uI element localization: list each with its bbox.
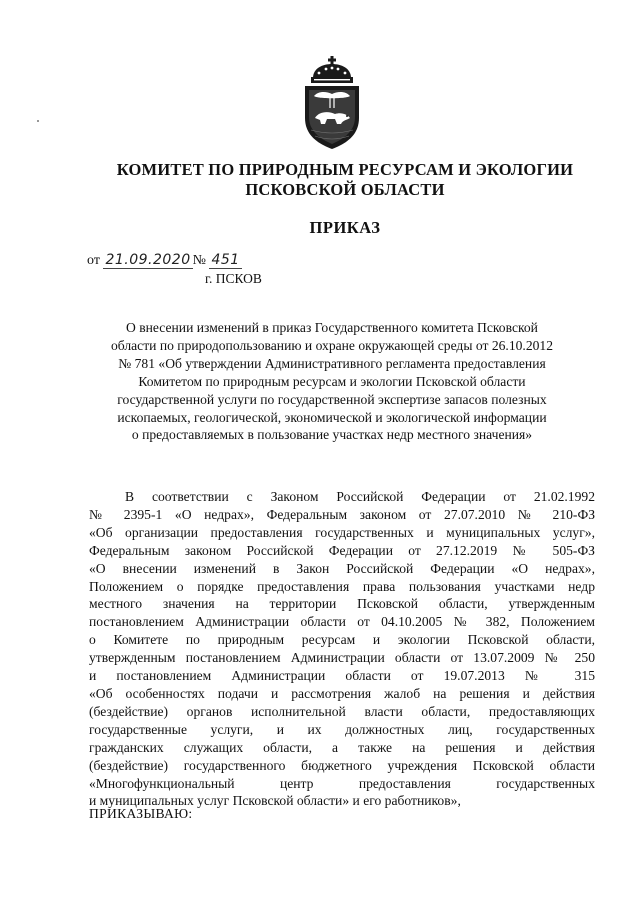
preamble-line: Положением о порядке предоставления права пользования участками недр — [89, 578, 595, 594]
pskov-coat-of-arms-icon — [297, 56, 367, 151]
title-line: государственной услуги по государственной экспертизе запасов полезных — [117, 391, 547, 407]
preamble-line: В соответствии с Законом Российской Федерации от 21.02.1992 — [125, 489, 595, 504]
order-title — [90, 319, 574, 444]
preamble-line: гражданских служащих области, а также на решения и действия — [89, 739, 595, 755]
preamble-line: местного значения на территории Псковской области, утвержденным — [89, 596, 595, 612]
order-date-number — [87, 251, 242, 270]
preamble-line: и постановлением Администрации области от 19.07.2013 № 315 — [89, 668, 595, 684]
date-prefix: от — [87, 253, 100, 268]
preamble-line: «Многофункциональный центр предоставления государственных — [89, 775, 595, 791]
preamble-line: государственные услуги, и их должностных лиц, государственных — [89, 721, 595, 737]
title-line: ископаемых, геологической, экономической и экологической информации — [117, 409, 547, 425]
preamble-line: постановлением Администрации области от 04.10.2005 № 382, Положением — [89, 614, 595, 630]
organization-name-line-2: ПСКОВСКОЙ ОБЛАСТИ — [245, 180, 445, 199]
title-line: Комитетом по природным ресурсам и экологии Псковской области — [138, 373, 526, 389]
title-line: № 781 «Об утверждении Административного регламента предоставления — [118, 355, 546, 371]
organization-name-line-1: КОМИТЕТ ПО ПРИРОДНЫМ РЕСУРСАМ И ЭКОЛОГИИ — [116, 160, 574, 179]
preamble-line: «Об организации предоставления государственных и муниципальных услуг», — [89, 524, 595, 540]
preamble-line: «Об особенностях подачи и рассмотрения жалоб на решения и действия — [89, 685, 595, 701]
preamble-line: № 2395-1 «О недрах», Федеральным законом от 27.07.2010 № 210-ФЗ — [89, 506, 595, 522]
preamble — [89, 488, 595, 810]
scan-speck — [37, 120, 39, 122]
document-type: ПРИКАЗ — [309, 218, 381, 237]
order-date: 21.09.2020 — [105, 252, 191, 268]
title-line: области по природопользованию и охране окружающей среды от 26.10.2012 — [110, 337, 554, 353]
preamble-line: утвержденным постановлением Администрации области от 13.07.2009 № 250 — [89, 650, 595, 666]
city: г. ПСКОВ — [205, 271, 262, 286]
preamble-line: о Комитете по природным ресурсам и экологии Псковской области, — [89, 632, 595, 648]
preamble-line: Федеральным законом Российской Федерации от 27.12.2019 № 505-ФЗ — [89, 542, 595, 558]
organization-name — [60, 160, 630, 200]
order-directive: ПРИКАЗЫВАЮ: — [89, 806, 193, 821]
preamble-line: (бездействие) государственного бюджетного учреждения Псковской области — [89, 757, 595, 773]
number-prefix: № — [192, 253, 206, 268]
preamble-line: (бездействие) органов исполнительной власти области, предоставляющих — [89, 703, 595, 719]
title-line: О внесении изменений в приказ Государственного комитета Псковской — [126, 320, 538, 335]
order-number: 451 — [211, 252, 240, 268]
preamble-line: и муниципальных услуг Псковской области» и его работников», — [89, 793, 461, 809]
preamble-line: «О внесении изменений в Закон Российской Федерации «О недрах», — [89, 560, 595, 576]
title-line: о предоставляемых в пользование участках недр местного значения» — [131, 427, 533, 443]
